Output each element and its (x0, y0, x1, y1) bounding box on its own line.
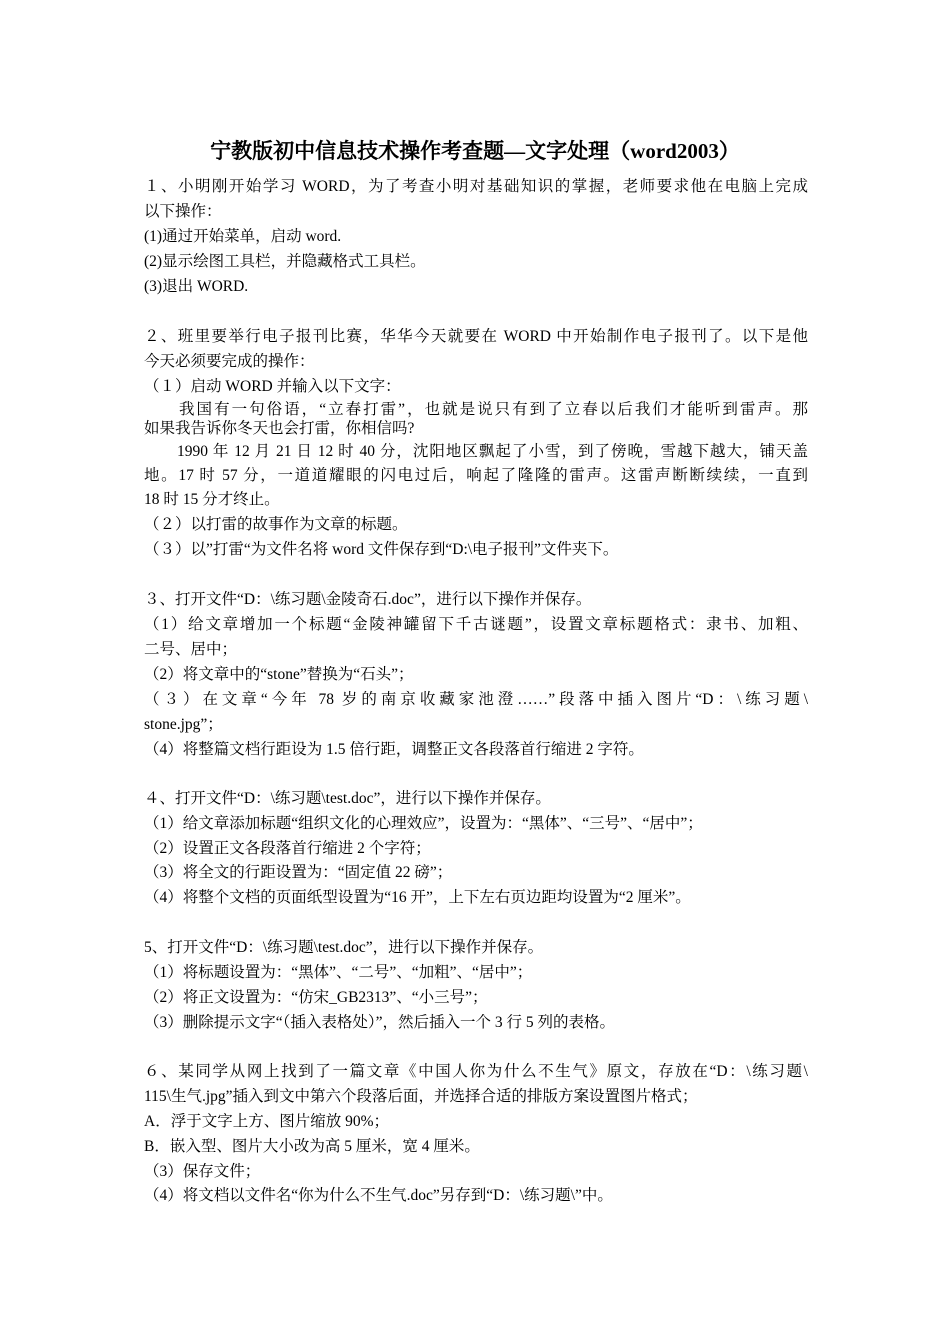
text-line: (2)显示绘图工具栏，并隐藏格式工具栏。 (144, 253, 426, 270)
text-line: A．浮于文字上方、图片缩放 90%； (144, 1113, 389, 1130)
text-line: 二号、居中； (144, 641, 238, 658)
text-line: 18 时 15 分才终止。 (144, 491, 280, 508)
text-line: （2）将文章中的“stone”替换为“石头”； (144, 666, 414, 683)
text-line: （3）删除提示文字“（插入表格处）”，然后插入一个 3 行 5 列的表格。 (144, 1014, 616, 1031)
text-line: ３、打开文件“D：\练习题\金陵奇石.doc”，进行以下操作并保存。 (144, 591, 592, 608)
text-line: ６、某同学从网上找到了一篇文章《中国人你为什么不生气》原文，存放在“D：\练习题\ (144, 1063, 808, 1080)
text-line: （３）在文章“今年 78 岁的南京收藏家池澄……”段落中插入图片“D：\练习题\ (144, 691, 808, 708)
text-line: ２、班里要举行电子报刊比赛，华华今天就要在 WORD 中开始制作电子报刊了。以下是他 (144, 328, 808, 345)
text-line: （２）以打雷的故事作为文章的标题。 (144, 516, 408, 533)
text-line: （2）将正文设置为：“仿宋_GB2313”、“小三号”； (144, 989, 488, 1006)
document-title: 宁教版初中信息技术操作考查题—文字处理（word2003） (210, 139, 740, 163)
text-line: 以下操作： (144, 203, 222, 220)
text-line: (3)退出 WORD. (144, 278, 249, 295)
text-line: 地。17 时 57 分，一道道耀眼的闪电过后，响起了隆隆的雷声。这雷声断断续续，一直到 (144, 467, 808, 484)
text-line: （3）保存文件； (144, 1163, 261, 1180)
text-line: （3）将全文的行距设置为：“固定值 22 磅”； (144, 864, 453, 881)
text-line: 5、打开文件“D：\练习题\test.doc”，进行以下操作并保存。 (144, 939, 544, 956)
text-line: １、小明刚开始学习 WORD，为了考查小明对基础知识的掌握，老师要求他在电脑上完成 (144, 178, 808, 195)
text-line: 1990 年 12 月 21 日 12 时 40 分，沈阳地区飘起了小雪，到了傍晚，雪越下越大，铺天盖 (144, 443, 808, 460)
text-line: （1）给文章增加一个标题“金陵神罐留下千古谜题”，设置文章标题格式：隶书、加粗、 (144, 616, 808, 633)
text-line: （1）将标题设置为：“黑体”、“二号”、“加粗”、“居中”； (144, 964, 533, 981)
text-line: （4）将文档以文件名“你为什么不生气.doc”另存到“D：\练习题\”中。 (144, 1187, 613, 1204)
text-line: （３）以”打雷“为文件名将 word 文件保存到“D:\电子报刊”文件夹下。 (144, 541, 619, 558)
text-line: （4）将整个文档的页面纸型设置为“16 开”，上下左右页边距均设置为“2 厘米”。 (144, 889, 691, 906)
text-line: stone.jpg”； (144, 716, 223, 733)
text-line: （１）启动 WORD 并输入以下文字： (144, 378, 401, 395)
text-line: (1)通过开始菜单，启动 word. (144, 228, 342, 245)
text-line: B．嵌入型、图片大小改为高 5 厘米，宽 4 厘米。 (144, 1138, 480, 1155)
text-line: 115\生气.jpg”插入到文中第六个段落后面，并选择合适的排版方案设置图片格式； (144, 1088, 698, 1105)
text-line: 我国有一句俗语，“立春打雷”，也就是说只有到了立春以后我们才能听到雷声。那 (144, 401, 808, 418)
text-line: ４、打开文件“D：\练习题\test.doc”，进行以下操作并保存。 (144, 790, 551, 807)
text-line: 如果我告诉你冬天也会打雷，你相信吗? (144, 420, 415, 437)
text-line: （1）给文章添加标题“组织文化的心理效应”，设置为：“黑体”、“三号”、“居中”； (144, 815, 703, 832)
text-line: （4）将整篇文档行距设为 1.5 倍行距，调整正文各段落首行缩进 2 字符。 (144, 741, 644, 758)
text-line: （2）设置正文各段落首行缩进 2 个字符； (144, 840, 431, 857)
text-line: 今天必须要完成的操作： (144, 353, 315, 370)
